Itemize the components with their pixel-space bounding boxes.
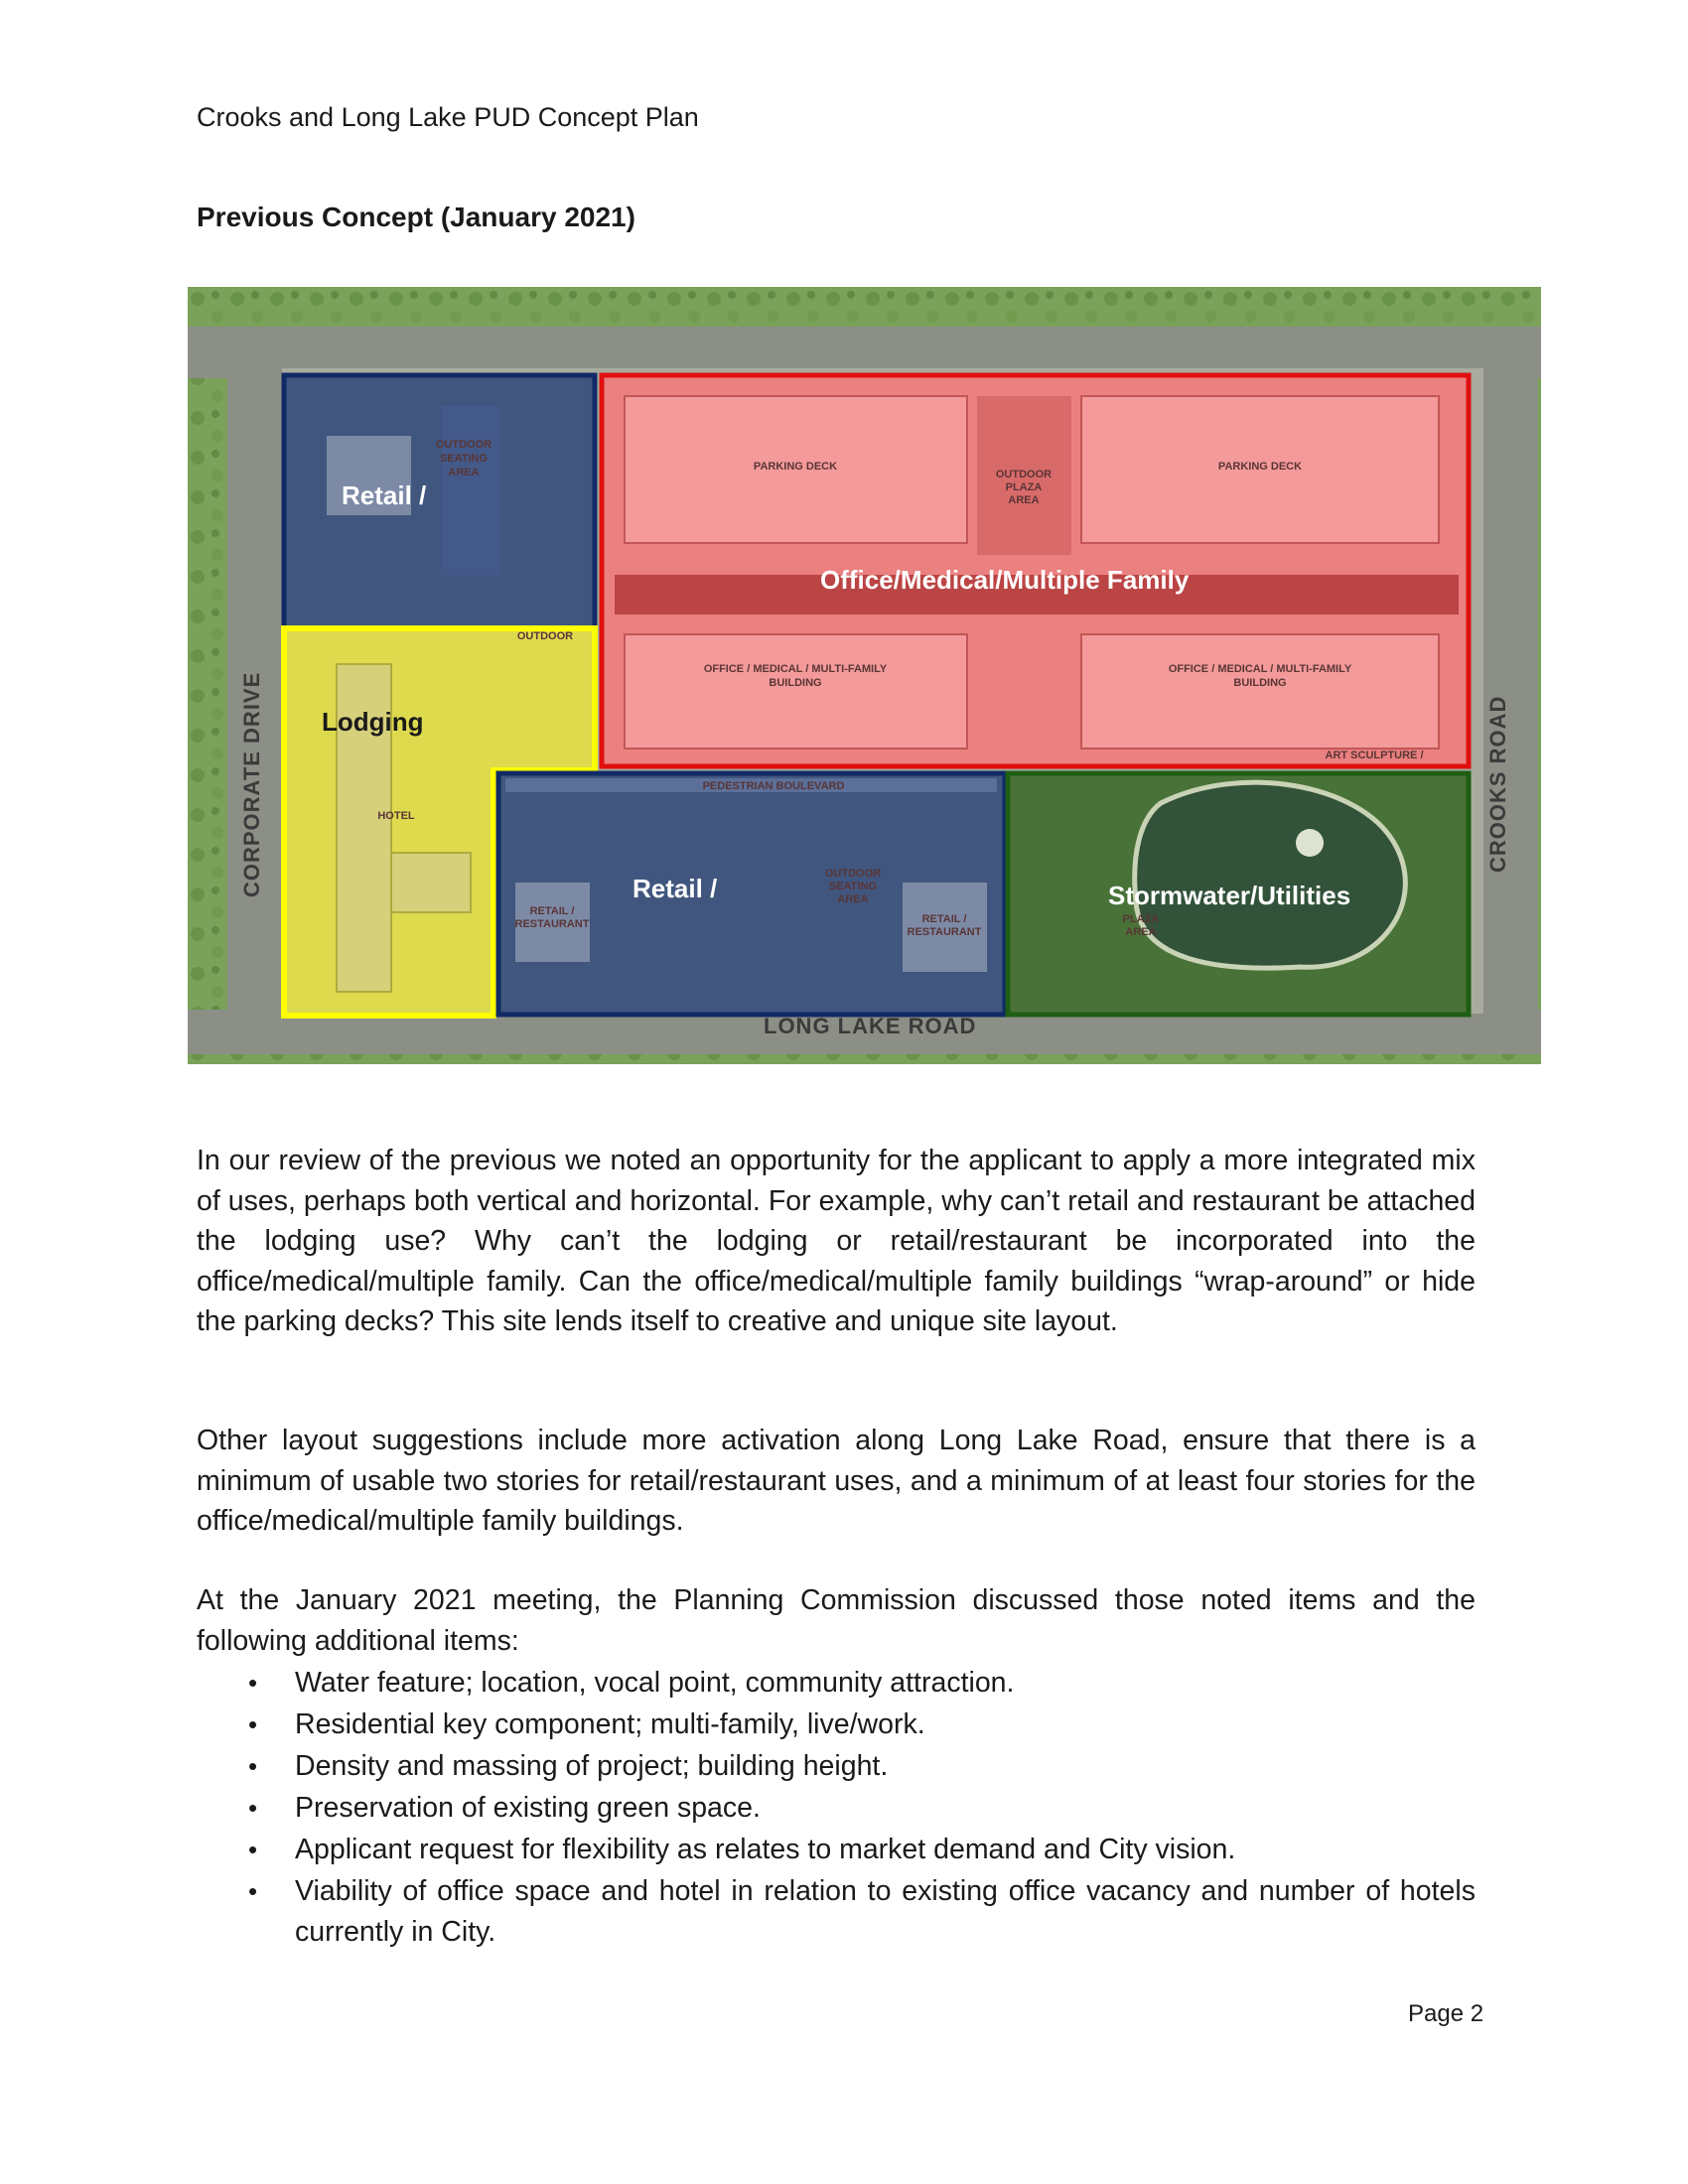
svg-text:RESTAURANT: RESTAURANT xyxy=(514,918,590,930)
list-item: • Viability of office space and hotel in relation to existing office vacancy and number of hotels currently in City. xyxy=(197,1871,1476,1952)
svg-text:OUTDOOR: OUTDOOR xyxy=(995,469,1053,480)
bullet-icon: • xyxy=(248,1876,258,1906)
svg-text:PARKING DECK: PARKING DECK xyxy=(1217,461,1303,473)
running-header: Crooks and Long Lake PUD Concept Plan xyxy=(197,102,699,132)
svg-text:BUILDING: BUILDING xyxy=(769,677,822,689)
svg-text:PARKING DECK: PARKING DECK xyxy=(753,461,838,473)
zone-label-retail-top: Retail / xyxy=(342,480,427,510)
svg-text:HOTEL: HOTEL xyxy=(377,810,415,822)
svg-text:RETAIL /: RETAIL / xyxy=(921,913,967,925)
paragraph-meeting: At the January 2021 meeting, the Planning Commission discussed those noted items and the following additional items: xyxy=(197,1584,1476,1657)
pond xyxy=(1135,782,1406,968)
site-plan-figure xyxy=(188,287,1541,1064)
road-label-east: CROOKS ROAD xyxy=(1485,695,1510,873)
list-item: • Residential key component; multi-family, live/work. xyxy=(197,1705,1476,1745)
paragraph-review: In our review of the previous we noted an opportunity for the applicant to apply a more integrated mix of uses, perhaps both vertical and horizontal. For example, why can’t retail and restaurant be attached the lodging use? Why can’t the lodging or retail/restaurant be incorporated into the office/medical/multiple family. Can the office/medical/multiple family buildings “wrap-around” or hide the parking decks? This site lends itself to creative and unique site layout. xyxy=(197,1145,1476,1337)
svg-text:OFFICE / MEDICAL / MULTI-FAMIL: OFFICE / MEDICAL / MULTI-FAMILY xyxy=(703,663,888,675)
bullet-icon: • xyxy=(248,1668,258,1698)
svg-text:SEATING: SEATING xyxy=(439,453,489,465)
svg-text:OUTDOOR: OUTDOOR xyxy=(435,439,492,451)
svg-text:RESTAURANT: RESTAURANT xyxy=(907,926,982,938)
road-label-south: LONG LAKE ROAD xyxy=(764,1014,977,1038)
bullet-icon: • xyxy=(248,1751,258,1781)
svg-text:PLAZA: PLAZA xyxy=(1122,913,1160,925)
list-item: • Applicant request for flexibility as relates to market demand and City vision. xyxy=(197,1830,1476,1870)
bullet-icon: • xyxy=(248,1835,258,1864)
list-item: • Density and massing of project; building height. xyxy=(197,1746,1476,1787)
svg-text:BUILDING: BUILDING xyxy=(1233,677,1287,689)
site-plan-map xyxy=(188,287,1541,1064)
zone-label-retail-bottom: Retail / xyxy=(633,874,718,903)
list-item: • Water feature; location, vocal point, community attraction. xyxy=(197,1663,1476,1704)
zone-label-stormwater: Stormwater/Utilities xyxy=(1108,881,1351,910)
svg-text:SEATING: SEATING xyxy=(828,881,878,892)
svg-text:PEDESTRIAN BOULEVARD: PEDESTRIAN BOULEVARD xyxy=(702,780,845,792)
road-label-west: CORPORATE DRIVE xyxy=(239,671,264,897)
svg-text:AREA: AREA xyxy=(837,893,869,905)
paragraph-layout-suggestions: Other layout suggestions include more activation along Long Lake Road, ensure that there is a minimum of usable two stories for retail/restaurant uses, and a minimum of at least four stories for the office/medical/multiple family buildings. xyxy=(197,1425,1476,1537)
svg-text:PLAZA: PLAZA xyxy=(1005,481,1043,493)
svg-text:OUTDOOR: OUTDOOR xyxy=(516,630,574,642)
page-number: Page 2 xyxy=(1408,2000,1484,2027)
list-item: • Preservation of existing green space. xyxy=(197,1788,1476,1829)
bullet-icon: • xyxy=(248,1793,258,1823)
svg-text:OFFICE / MEDICAL / MULTI-FAMIL: OFFICE / MEDICAL / MULTI-FAMILY xyxy=(1168,663,1352,675)
svg-text:AREA: AREA xyxy=(1125,926,1157,938)
svg-text:RETAIL /: RETAIL / xyxy=(529,905,575,917)
zone-label-lodging: Lodging xyxy=(322,707,424,737)
svg-text:AREA: AREA xyxy=(1008,494,1040,506)
svg-text:ART SCULPTURE /: ART SCULPTURE / xyxy=(1325,750,1424,761)
svg-text:AREA: AREA xyxy=(448,467,480,478)
svg-text:OUTDOOR: OUTDOOR xyxy=(824,868,882,880)
zone-label-office: Office/Medical/Multiple Family xyxy=(820,565,1190,595)
discussion-items-list xyxy=(197,1663,1476,1954)
section-title: Previous Concept (January 2021) xyxy=(197,202,635,232)
road-east xyxy=(1483,327,1538,1022)
bullet-icon: • xyxy=(248,1709,258,1739)
